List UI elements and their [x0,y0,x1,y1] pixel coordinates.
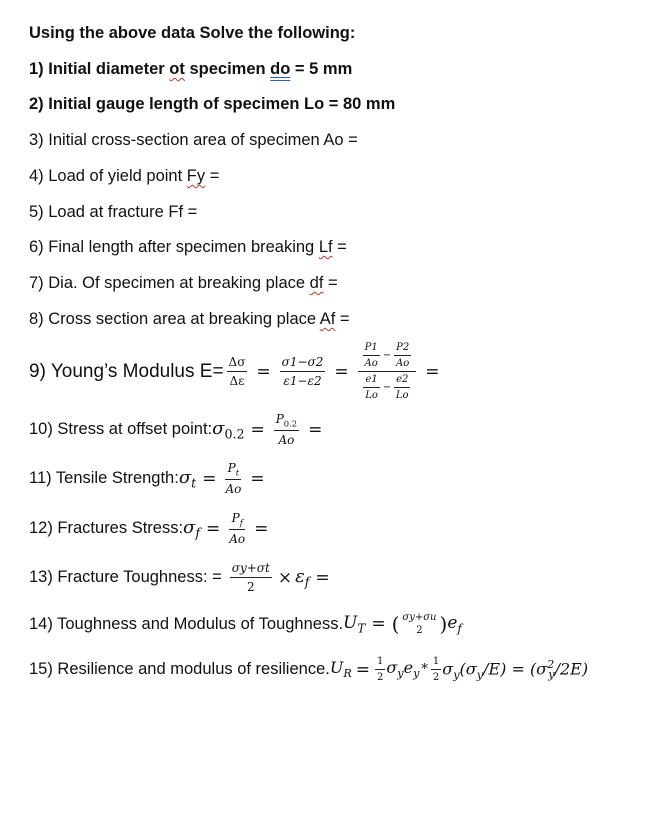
q11-frac: $\frac{P_t}{Ao}$ [225,461,242,497]
q15-term2: $\sigma_y(\sigma_y/E) = (\sigma^2_y/2E)$ [442,657,589,682]
q11-eq-2: = [250,468,265,489]
q9-e2-lo [394,374,410,401]
q10-eq-2: = [308,419,323,440]
q6-post: = [332,238,347,256]
q6-pre: 6) Final length after specimen breaking [29,238,319,256]
question-11 [29,461,271,496]
q7-symbol: df [309,274,324,292]
q9-lo-1: Lo [365,390,378,401]
q9-d-sigma: Δσ [227,355,248,372]
q9-p1-ao [363,342,380,369]
q1-symbol: do [270,60,291,78]
q9-frac-diff [280,355,326,388]
q11-eq-1: = [202,468,217,489]
q9-lo-2: Lo [395,390,409,401]
q13-label: 13) Fracture Toughness: = [29,568,222,586]
heading: Using the above data Solve the following: [29,24,356,42]
q9-label: 9) Young’s Modulus E= [29,360,224,382]
q1-post: = 5 mm [290,60,353,78]
q14-lparen: ( [391,612,400,636]
q9-e1-lo [363,374,379,401]
question-5: 5) Load at fracture Ff = [29,203,198,221]
q9-e1: e1 [363,374,379,388]
q14-rparen: ) [439,612,448,636]
q14-u: $U_T$ [343,612,366,636]
q8-post: = [335,310,350,328]
q7-post: = [323,274,338,292]
q15-half-2: $\frac{1}{2}$ [432,656,440,683]
q12-frac: $\frac{P_f}{Ao}$ [229,511,246,547]
question-14 [29,612,462,636]
question-4 [29,167,219,186]
q13-frac: $\frac{\sigma y+\sigma t}{2}$ [231,561,270,594]
q1-pre: 1) Initial diameter [29,60,170,78]
q12-eq-2: = [254,518,269,539]
q12-sigma: $\sigma_f$ [183,516,201,541]
q14-e: $e_f$ [447,612,462,636]
question-1 [29,60,352,79]
q7-pre: 7) Dia. Of specimen at breaking place [29,274,310,292]
q14-label: 14) Toughness and Modulus of Toughness. [29,614,344,633]
question-10 [29,412,328,447]
q13-eq: = [315,567,330,588]
question-9 [29,342,445,401]
q11-label: 11) Tensile Strength: [29,469,179,488]
q12-eq-1: = [206,518,221,539]
q9-frac-compound [358,342,417,401]
question-7 [29,274,338,293]
q9-eq-1: = [256,361,271,382]
q9-e2: e2 [394,374,410,388]
q10-eq-1: = [250,419,265,440]
q9-p1: P1 [363,342,380,356]
q14-eq: = [371,614,386,634]
q9-d-eps: Δε [229,374,245,388]
q9-ao-1: Ao [364,358,378,369]
q9-minus-1: − [382,350,392,361]
q13-eps: $\varepsilon_f$ [295,565,310,590]
q13-times: × [277,567,293,588]
q6-symbol: Lf [318,238,333,256]
q15-half-1: $\frac{1}{2}$ [377,656,384,683]
q9-compound-num [358,342,417,372]
q9-sigma-diff: σ1−σ2 [280,355,326,372]
q10-frac: $\frac{P_{0.2}}{Ao}$ [275,412,298,448]
question-13 [29,561,336,594]
q10-label: 10) Stress at offset point: [29,420,213,439]
question-3: 3) Initial cross-section area of specimen Ao = [29,131,358,149]
q15-u: $U_R$ [329,658,352,681]
q9-ao-2: Ao [396,358,410,369]
q12-label: 12) Fractures Stress: [29,519,184,538]
q1-ot: ot [169,60,185,78]
q8-symbol: Af [319,310,336,328]
q15-term1: $\sigma_ye_y$ [386,658,420,681]
q9-frac-delta [227,355,248,388]
q14-frac: σy+σu 2 [402,612,437,636]
q4-symbol: Fy [186,167,206,185]
question-12 [29,511,274,546]
q4-pre: 4) Load of yield point [29,167,187,185]
q8-pre: 8) Cross section area at breaking place [29,310,320,328]
q15-label: 15) Resilience and modulus of resilience. [29,660,330,678]
question-8 [29,310,350,329]
q9-compound-den [358,372,417,401]
q1-mid: specimen [184,60,271,78]
q15-eq: = [355,659,370,680]
q9-eps-diff: ε1−ε2 [283,374,322,388]
q10-sigma: $\sigma_{0.2}$ [212,417,245,442]
q9-eq-3: = [425,361,440,382]
q15-star: * [421,662,428,677]
q4-post: = [205,167,220,185]
question-6 [29,238,347,257]
question-15 [29,656,588,683]
q9-p2: P2 [394,342,411,356]
q9-minus-2: − [382,382,392,393]
q9-eq-2: = [334,361,349,382]
q11-sigma: $\sigma_t$ [178,466,197,491]
q9-p2-ao [394,342,411,369]
question-2: 2) Initial gauge length of specimen Lo = 80 mm [29,95,396,113]
